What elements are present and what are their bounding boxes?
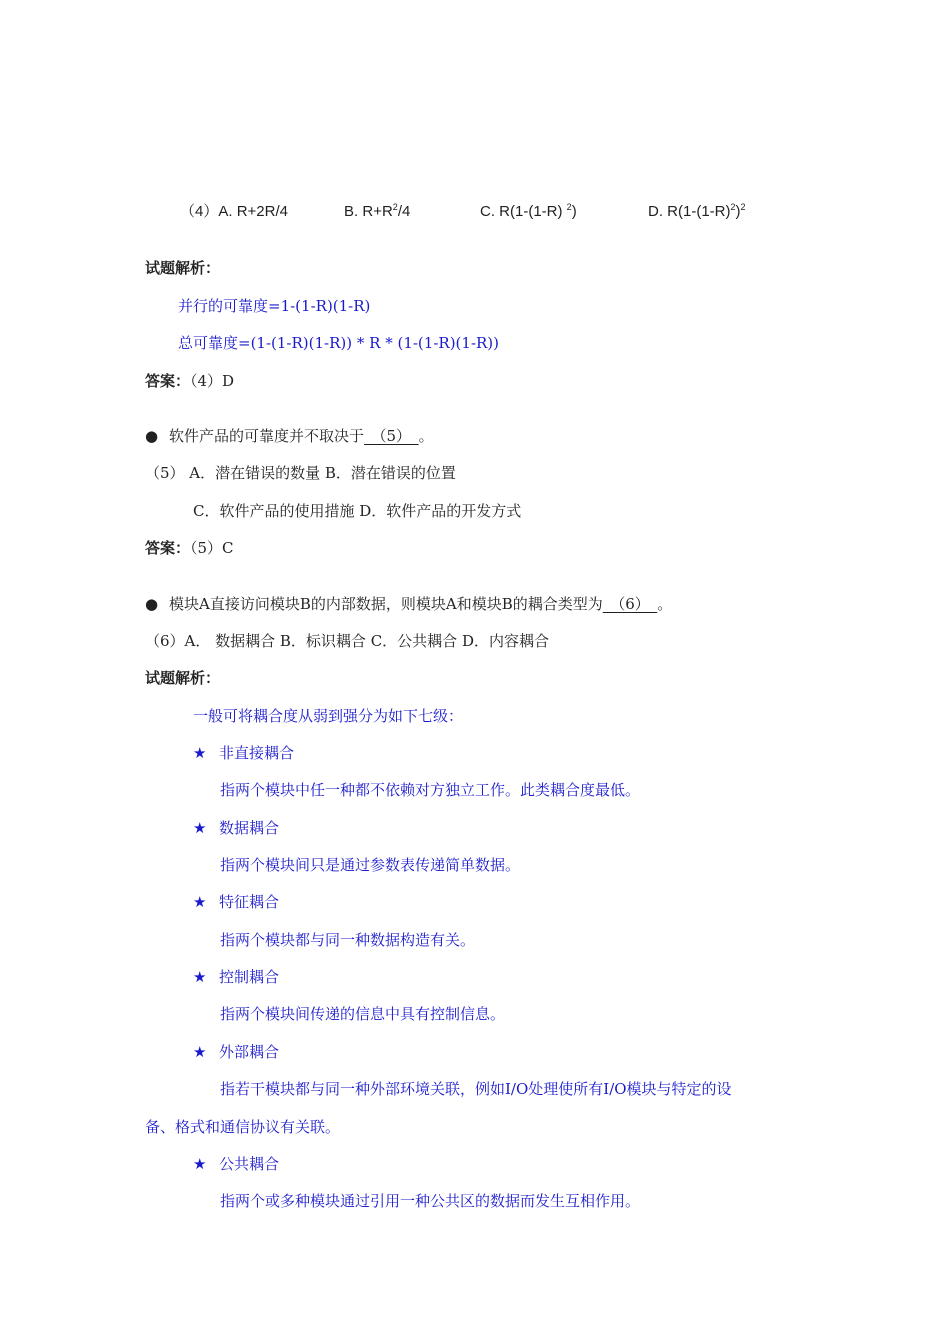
q6-stem-end: 。: [657, 595, 673, 613]
coupling-level-6: [193, 1154, 279, 1174]
q4-option-d-sup2: 2: [740, 202, 746, 212]
q4-option-d-sup1: 2: [730, 202, 736, 212]
q4-option-b-sup: 2: [392, 202, 398, 212]
q4-prefix: （4）: [180, 203, 219, 220]
q5-blank: （5）: [364, 427, 419, 445]
coupling-level-name: 非直接耦合: [219, 744, 295, 762]
star-icon: ★: [193, 744, 207, 762]
q4-option-d: [648, 202, 746, 222]
star-icon: ★: [193, 1155, 207, 1173]
q4-answer-label: 答案：: [145, 372, 191, 390]
q6-analysis-intro: 一般可将耦合度从弱到强分为如下七级：: [193, 707, 464, 725]
coupling-level-desc: 指两个模块间传递的信息中具有控制信息。: [220, 1005, 506, 1023]
q5-options-line-1: （5） A．潜在错误的数量 B．潜在错误的位置: [145, 464, 456, 482]
q4-option-b-value: R+R: [362, 203, 393, 220]
coupling-level-desc: 指两个或多种模块通过引用一种公共区的数据而发生互相作用。: [220, 1192, 641, 1210]
star-icon: ★: [193, 893, 207, 911]
q5-answer: [145, 538, 234, 558]
q4-option-a-label: A.: [218, 203, 233, 220]
coupling-level-1: [193, 743, 294, 763]
q6-blank: （6）: [602, 595, 658, 613]
q5-answer-value: （5）C: [190, 539, 234, 557]
q4-analysis-line-1: 并行的可靠度=1-(1-R)(1-R): [178, 297, 371, 315]
coupling-level-desc: 指两个模块间只是通过参数表传递简单数据。: [220, 856, 521, 874]
coupling-level-name: 数据耦合: [219, 819, 280, 837]
coupling-level-name: 外部耦合: [219, 1043, 280, 1061]
q4-option-c-label: C.: [480, 203, 495, 220]
q4-option-c-sup: 2: [566, 202, 572, 212]
star-icon: ★: [193, 1043, 207, 1061]
q4-option-b-label: B.: [344, 203, 359, 220]
coupling-level-desc: 指若干模块都与同一种外部环境关联，例如I/O处理使所有I/O模块与特定的设: [220, 1080, 732, 1098]
q4-option-c: [480, 202, 577, 222]
coupling-level-desc: 指两个模块都与同一种数据构造有关。: [220, 931, 476, 949]
coupling-level-5: [193, 1042, 279, 1062]
q6-stem-text: 模块A直接访问模块B的内部数据，则模块A和模块B的耦合类型为: [169, 595, 603, 613]
q4-option-c-tail: ): [571, 203, 577, 220]
star-icon: ★: [193, 819, 207, 837]
coupling-level-4: [193, 967, 279, 987]
q5-stem-end: 。: [418, 427, 434, 445]
q5-stem: [145, 426, 434, 446]
q4-option-b-tail: /4: [397, 203, 411, 220]
q4-analysis-line-2: 总可靠度=(1-(1-R)(1-R)) * R * (1-(1-R)(1-R)): [178, 334, 500, 352]
q4-option-d-mid: ): [735, 203, 741, 220]
q6-analysis-heading: 试题解析：: [145, 669, 221, 687]
coupling-level-name: 特征耦合: [219, 893, 280, 911]
bullet-icon: ●: [145, 595, 159, 613]
coupling-level-name: 公共耦合: [219, 1155, 280, 1173]
q4-option-b: [344, 202, 410, 222]
q4-answer-value: （4）D: [190, 372, 235, 390]
coupling-level-desc-cont: 备、格式和通信协议有关联。: [145, 1118, 341, 1136]
coupling-level-3: [193, 892, 279, 912]
q4-option-c-value: R(1-(1-R): [499, 203, 567, 220]
q5-stem-text: 软件产品的可靠度并不取决于: [169, 427, 365, 445]
q6-options: （6）A． 数据耦合 B．标识耦合 C．公共耦合 D．内容耦合: [145, 632, 549, 650]
q6-stem: [145, 594, 672, 614]
q4-option-d-label: D.: [648, 203, 663, 220]
star-icon: ★: [193, 968, 207, 986]
bullet-icon: ●: [145, 427, 159, 445]
q4-option-d-value: R(1-(1-R): [667, 203, 731, 220]
q4-options-row: [180, 202, 288, 222]
coupling-level-name: 控制耦合: [219, 968, 280, 986]
q5-answer-label: 答案：: [145, 539, 191, 557]
q4-option-a-value: R+2R/4: [236, 203, 288, 220]
coupling-level-desc: 指两个模块中任一种都不依赖对方独立工作。此类耦合度最低。: [220, 781, 641, 799]
coupling-level-2: [193, 818, 279, 838]
q5-options-line-2: C．软件产品的使用措施 D．软件产品的开发方式: [193, 502, 522, 520]
q4-answer: [145, 371, 234, 391]
q4-analysis-heading: 试题解析：: [145, 259, 221, 277]
